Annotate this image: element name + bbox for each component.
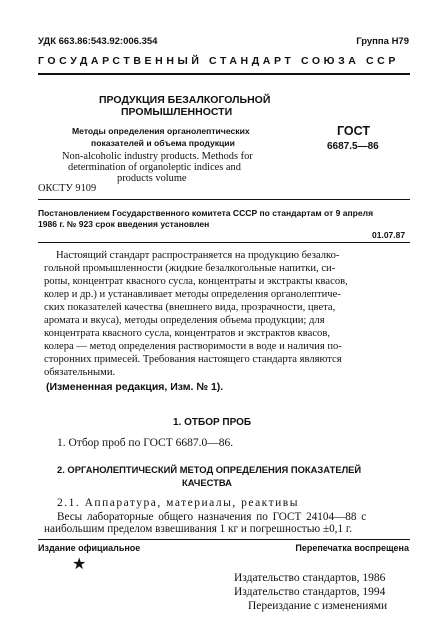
intro-line: гольной промышленности (жидкие безалкогольные напитки, си-	[44, 263, 336, 274]
intro-line: сторонних примесей. Требования настоящего стандарта являются	[44, 354, 342, 365]
reprint-prohibited: Перепечатка воспрещена	[295, 543, 409, 553]
official-edition: Издание официальное	[38, 543, 141, 553]
title-line-1: ПРОДУКЦИЯ БЕЗАЛКОГОЛЬНОЙ	[99, 94, 271, 106]
decree-rule	[38, 242, 410, 243]
intro-line: ских показателей качества (внешнего вида, прозрачности, цвета,	[44, 302, 336, 313]
gost-label: ГОСТ	[337, 124, 370, 138]
decree-line-2: 1986 г. № 923 срок введения установлен	[38, 219, 210, 229]
decree-line-1: Постановлением Государственного комитета СССР по стандартам от 9 апреля	[38, 208, 374, 218]
section-2-1-line-2: наибольшим пределом взвешивания 1 кг и погрешностью ±0,1 г.	[44, 523, 352, 535]
star-icon: ★	[72, 556, 87, 573]
udk-code: УДК 663.86:543.92:006.354	[38, 36, 158, 47]
english-title-line-2: determination of organoleptic indices and	[68, 162, 241, 173]
gost-number: 6687.5—86	[327, 141, 379, 152]
section-1-text: 1. Отбор проб по ГОСТ 6687.0—86.	[57, 437, 234, 449]
okstu-code: ОКСТУ 9109	[38, 183, 97, 194]
intro-line: аромата и вкуса), методы определения объема продукции; для	[44, 315, 325, 326]
standard-title: ГОСУДАРСТВЕННЫЙ СТАНДАРТ СОЮЗА ССР	[38, 55, 399, 67]
section-2-heading-line-1: 2. ОРГАНОЛЕПТИЧЕСКИЙ МЕТОД ОПРЕДЕЛЕНИЯ ПОКАЗАТЕЛЕЙ	[57, 464, 362, 475]
subtitle-line-2: показателей и объема продукции	[91, 138, 235, 148]
intro-line: обязательными.	[44, 367, 116, 378]
group-code: Группа Н79	[356, 36, 409, 47]
section-1-heading: 1. ОТБОР ПРОБ	[173, 417, 252, 428]
header-rule	[38, 73, 410, 75]
subtitle-line-1: Методы определения органолептических	[72, 126, 250, 136]
publisher-line-2: Издательство стандартов, 1994	[234, 586, 386, 598]
reissue-note: Переиздание с изменениями	[248, 600, 388, 612]
title-block-rule	[38, 199, 410, 200]
effective-date: 01.07.87	[372, 230, 406, 240]
section-2-1-heading: 2.1. Аппаратура, материалы, реактивы	[57, 497, 299, 509]
intro-line: Настоящий стандарт распространяется на продукцию безалко-	[56, 250, 340, 261]
publisher-line-1: Издательство стандартов, 1986	[234, 572, 386, 584]
intro-line: колер и др.) и устанавливает методы определения органолептиче-	[44, 289, 341, 300]
intro-line: колера — метод определения растворимости в воде и наличия по-	[44, 341, 342, 352]
amendment-note: (Измененная редакция, Изм. № 1).	[46, 381, 224, 393]
intro-paragraph	[44, 249, 409, 379]
section-2-1-line-1: Весы лабораторные общего назначения по ГОСТ 24104—88 с	[57, 511, 367, 523]
intro-line: концентрата квасного сусла, концентратов и экстрактов квасов,	[44, 328, 331, 339]
section-2-heading-line-2: КАЧЕСТВА	[182, 477, 232, 488]
title-line-2: ПРОМЫШЛЕННОСТИ	[121, 106, 233, 118]
footer-rule	[38, 539, 410, 540]
english-title-line-3: products volume	[117, 173, 187, 184]
intro-line: ропы, концентрат квасного сусла, концентраты и экстракты квасов,	[44, 276, 348, 287]
english-title-line-1: Non-alcoholic industry products. Methods for	[62, 151, 253, 162]
